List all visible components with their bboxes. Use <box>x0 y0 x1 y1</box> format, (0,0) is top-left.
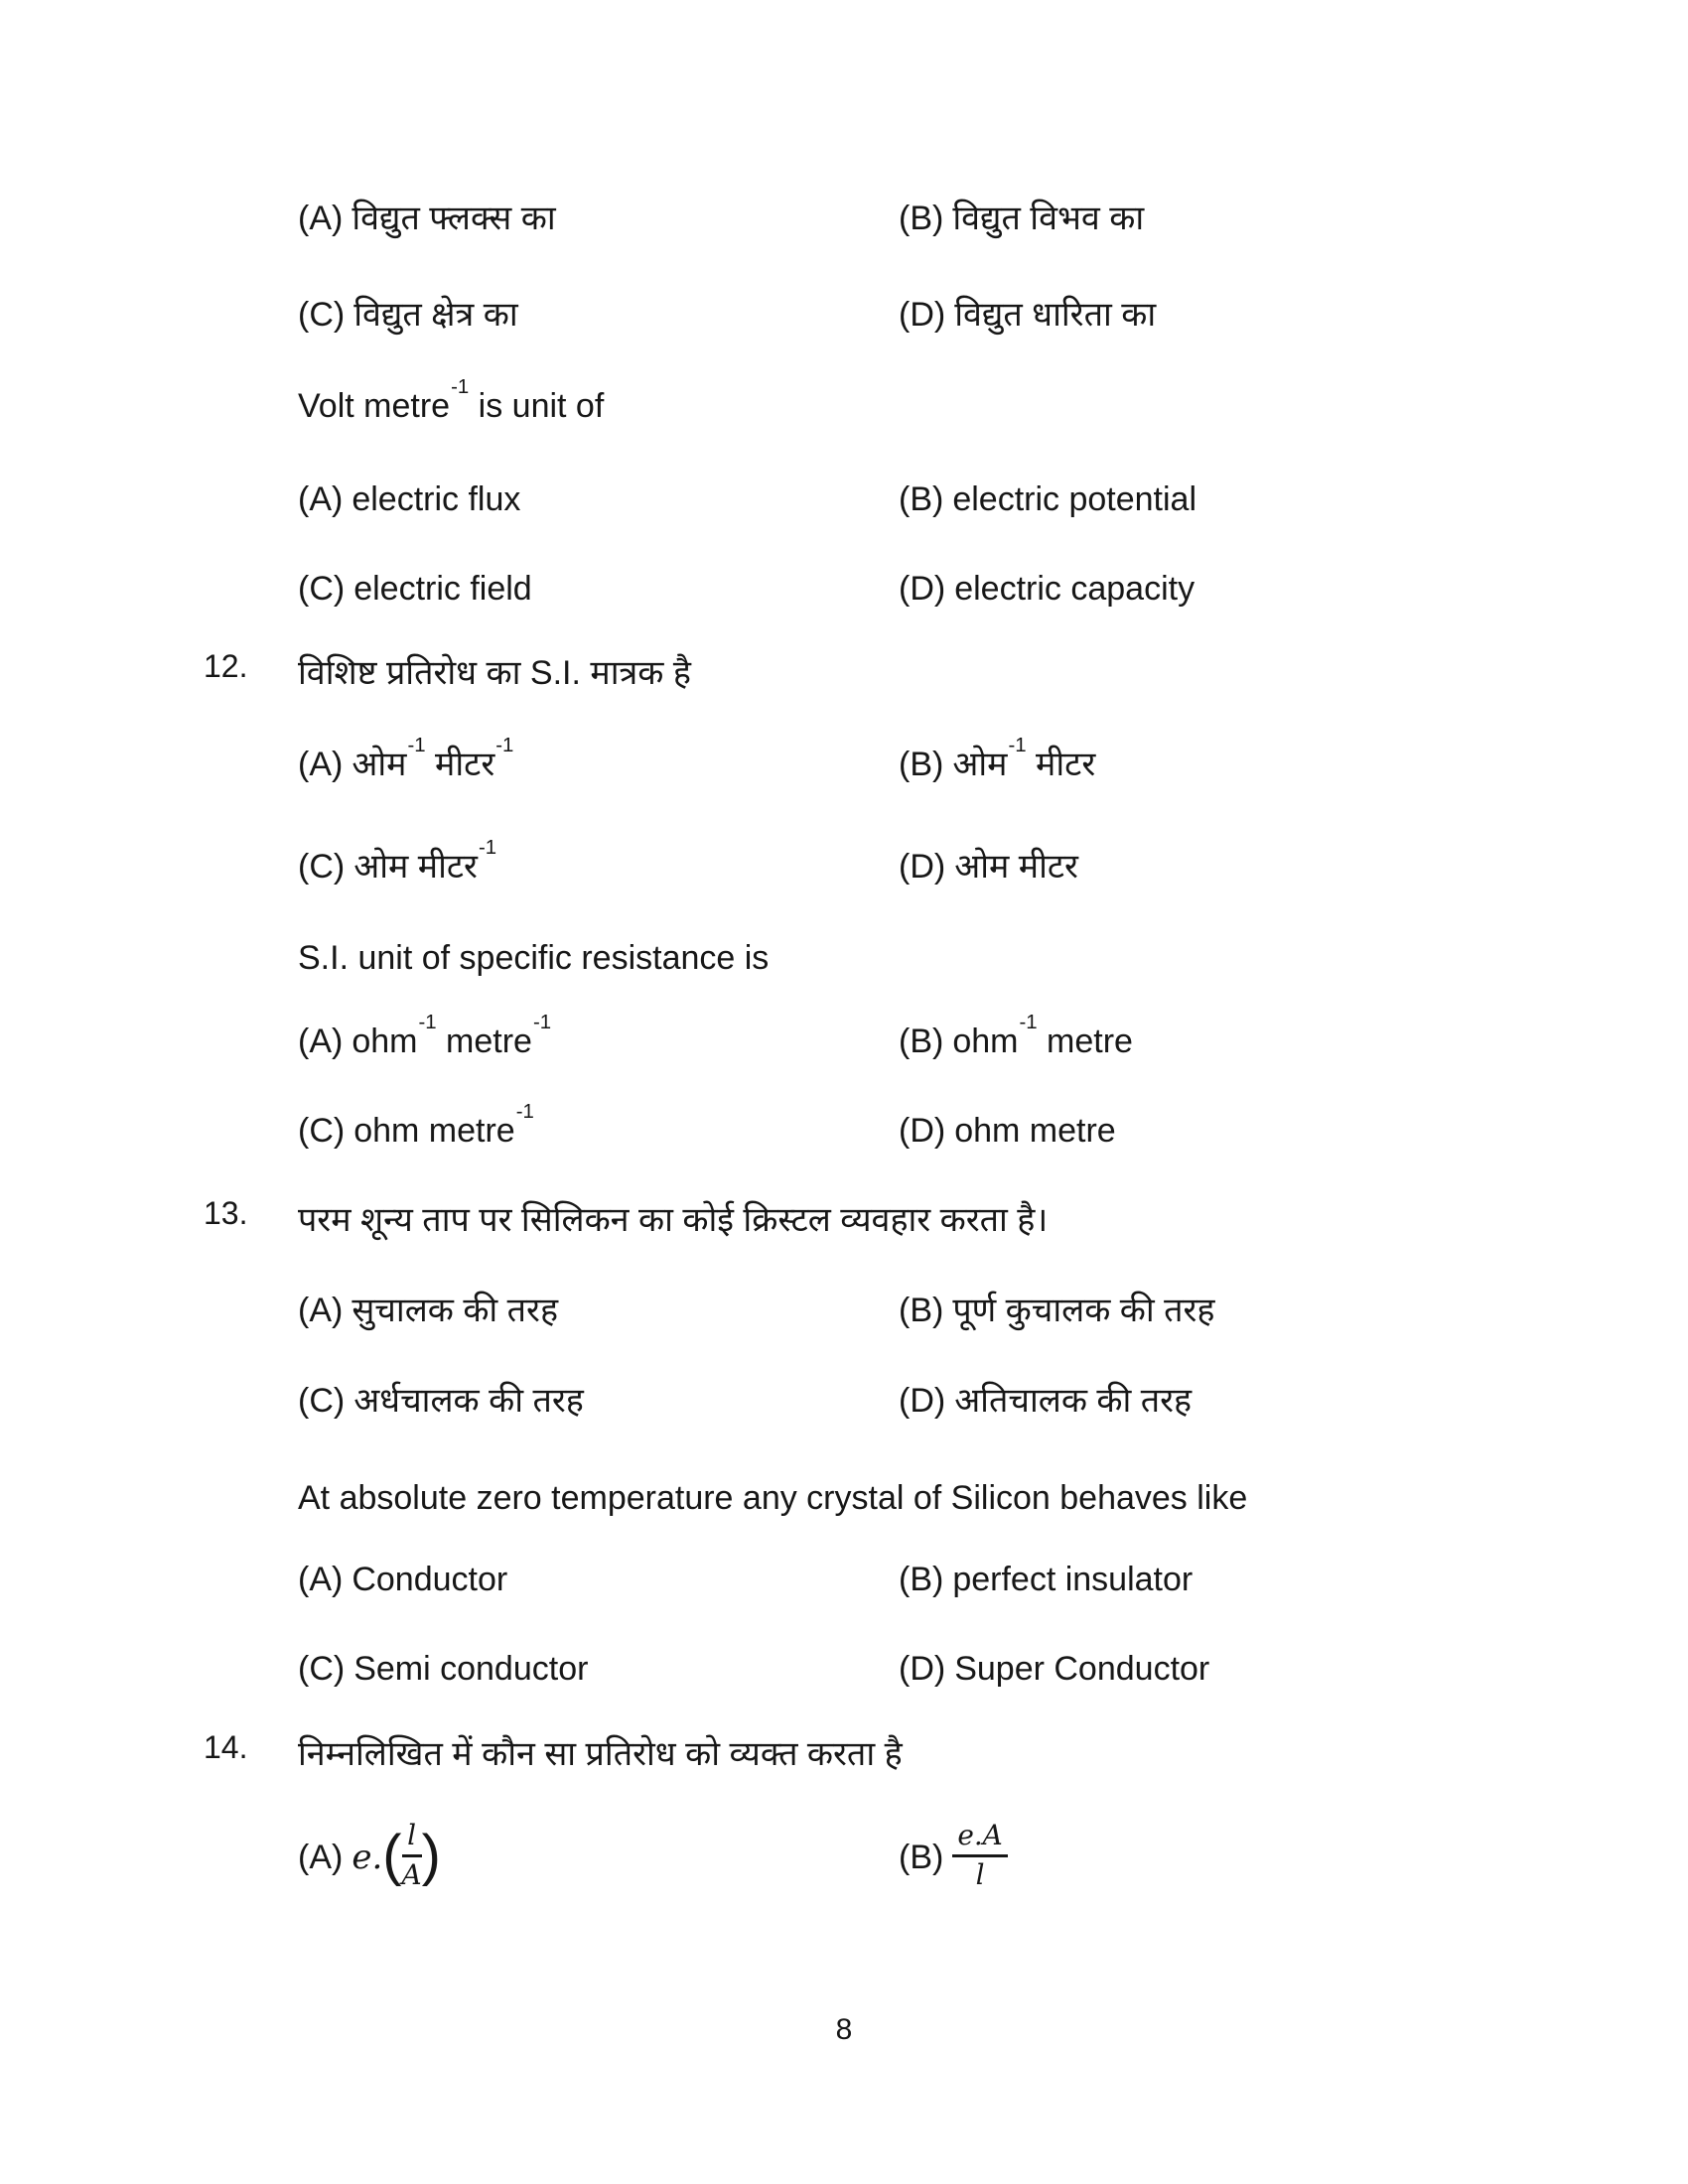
q12-option-b-hindi <box>899 735 1096 785</box>
option-label: (B) <box>899 1561 944 1598</box>
option-text: perfect insulator <box>952 1561 1194 1598</box>
q12-option-d-hindi <box>899 842 1078 887</box>
option-label: (D) <box>899 570 946 608</box>
option-label: (B) <box>899 1023 944 1060</box>
option-text: Super Conductor <box>954 1650 1210 1688</box>
option-text: विद्युत फ्लक्स का <box>352 200 556 237</box>
q12-option-d-english <box>899 1112 1116 1151</box>
option-text: सुचालक की तरह <box>352 1292 559 1329</box>
option-text: electric potential <box>952 480 1197 518</box>
q12-option-b-english <box>899 1012 1133 1061</box>
superscript: -1 <box>451 376 470 399</box>
question-number: 13. <box>204 1195 248 1231</box>
option-text: विद्युत धारिता का <box>954 296 1157 334</box>
fraction-numerator: e.A <box>952 1821 1008 1857</box>
option-label: (D) <box>899 1112 946 1150</box>
superscript: -1 <box>407 735 426 757</box>
q11-option-a-hindi <box>298 194 556 239</box>
q13-option-d-english <box>899 1650 1209 1689</box>
option-label: (B) <box>899 1839 944 1877</box>
q11-english-stem <box>298 376 605 426</box>
q13-option-c-english <box>298 1650 588 1689</box>
option-label: (A) <box>298 1561 344 1598</box>
question-number: 12. <box>204 648 248 684</box>
q12-hindi-stem: विशिष्ट प्रतिरोध का S.I. मात्रक है <box>298 654 691 692</box>
q14-hindi-stem: निम्नलिखित में कौन सा प्रतिरोध को व्यक्त करता है <box>298 1735 903 1773</box>
option-label: (C) <box>298 848 346 886</box>
option-text: विद्युत क्षेत्र का <box>353 296 518 334</box>
q12-english-stem: S.I. unit of specific resistance is <box>298 939 770 977</box>
q12-option-a-hindi <box>298 735 514 785</box>
option-label: (A) <box>298 1292 344 1329</box>
option-text: Conductor <box>352 1561 508 1598</box>
option-label: (C) <box>298 570 346 608</box>
q13-option-a-english <box>298 1561 507 1599</box>
superscript: -1 <box>515 1101 534 1124</box>
option-text: Semi conductor <box>353 1650 589 1688</box>
superscript: -1 <box>1019 1012 1038 1034</box>
option-label: (B) <box>899 746 944 783</box>
option-label: (B) <box>899 1292 944 1329</box>
q13-option-a-hindi <box>298 1286 558 1331</box>
q11-option-c-hindi <box>298 290 518 336</box>
option-text: ohm metre <box>353 1112 515 1150</box>
option-text: ओम मीटर <box>353 848 478 886</box>
option-text: ohm <box>352 1023 418 1060</box>
page-number: 8 <box>835 2013 853 2046</box>
option-label: (D) <box>899 296 946 334</box>
fraction-denominator: A <box>401 1857 422 1891</box>
option-text: ओम मीटर <box>954 848 1078 886</box>
fraction <box>402 1821 422 1890</box>
q11-option-a-english <box>298 480 520 519</box>
formula-lead: e. <box>352 1838 383 1878</box>
question-number: 14. <box>204 1729 248 1765</box>
option-label: (C) <box>298 1112 346 1150</box>
close-paren: ) <box>421 1824 441 1888</box>
q14-option-a-formula <box>298 1819 441 1894</box>
option-text: metre <box>1037 1023 1133 1060</box>
option-label: (B) <box>899 480 944 518</box>
q13-option-d-hindi <box>899 1376 1192 1422</box>
option-label: (D) <box>899 1650 946 1688</box>
q13-hindi-stem: परम शून्य ताप पर सिलिकन का कोई क्रिस्टल व्यवहार करता है। <box>298 1201 1049 1239</box>
option-text: विद्युत विभव का <box>952 200 1145 237</box>
option-label: (D) <box>899 848 946 886</box>
option-text: metre <box>436 1023 532 1060</box>
option-text: electric field <box>353 570 532 608</box>
fraction <box>952 1821 1008 1890</box>
q13-option-c-hindi <box>298 1376 584 1422</box>
q13-option-b-english <box>899 1561 1193 1599</box>
superscript: -1 <box>532 1012 552 1034</box>
q13-english-stem: At absolute zero temperature any crystal of Silicon behaves like <box>298 1479 1248 1517</box>
q11-option-b-hindi <box>899 194 1144 239</box>
superscript: -1 <box>1008 735 1027 757</box>
q11-option-d-hindi <box>899 290 1156 336</box>
q11-option-c-english <box>298 570 532 609</box>
q14-option-b-formula <box>899 1819 1008 1894</box>
option-text: पूर्ण कुचालक की तरह <box>952 1292 1215 1329</box>
option-text: मीटर <box>425 746 495 783</box>
option-label: (A) <box>298 200 344 237</box>
option-label: (C) <box>298 1650 346 1688</box>
q12-option-a-english <box>298 1012 552 1061</box>
option-text: अर्धचालक की तरह <box>353 1382 584 1420</box>
fraction-numerator: l <box>402 1821 422 1857</box>
fraction-denominator: l <box>975 1857 985 1891</box>
stem-text: is unit of <box>469 387 605 425</box>
q12-option-c-hindi <box>298 837 497 887</box>
q11-option-b-english <box>899 480 1196 519</box>
option-text: ohm <box>952 1023 1019 1060</box>
option-text: electric flux <box>352 480 521 518</box>
option-text: ओम <box>352 746 407 783</box>
option-label: (A) <box>298 480 344 518</box>
option-text: ओम <box>952 746 1008 783</box>
option-label: (A) <box>298 746 344 783</box>
q12-option-c-english <box>298 1101 534 1151</box>
superscript: -1 <box>418 1012 437 1034</box>
option-label: (A) <box>298 1023 344 1060</box>
option-label: (C) <box>298 1382 346 1420</box>
option-label: (C) <box>298 296 346 334</box>
superscript: -1 <box>495 735 514 757</box>
q13-option-b-hindi <box>899 1286 1215 1331</box>
option-text: अतिचालक की तरह <box>954 1382 1193 1420</box>
option-label: (A) <box>298 1839 344 1877</box>
q11-option-d-english <box>899 570 1195 609</box>
option-text: electric capacity <box>954 570 1196 608</box>
option-text: मीटर <box>1026 746 1096 783</box>
option-text: ohm metre <box>954 1112 1116 1150</box>
stem-text: Volt metre <box>298 387 451 425</box>
superscript: -1 <box>478 837 497 860</box>
option-label: (B) <box>899 200 944 237</box>
open-paren: ( <box>382 1824 402 1888</box>
option-label: (D) <box>899 1382 946 1420</box>
